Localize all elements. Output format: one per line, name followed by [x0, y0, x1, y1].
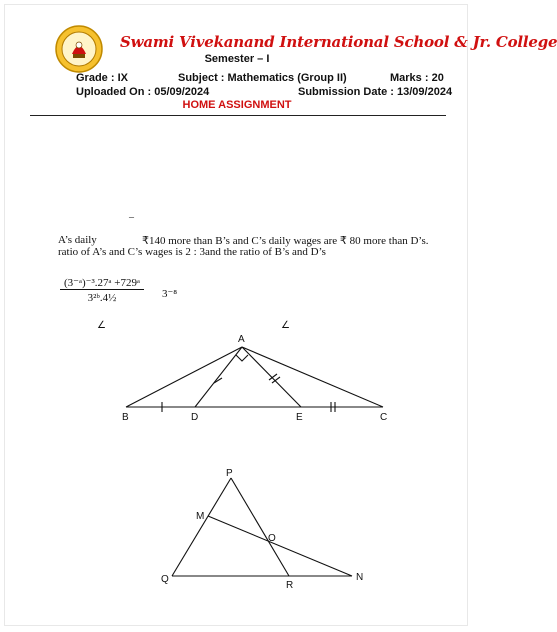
angle-symbol-right: ∠	[281, 320, 290, 331]
segment-pr	[231, 478, 289, 576]
label-a: A	[238, 334, 245, 345]
expression-denominator: 3²ᵇ.4½	[87, 292, 117, 304]
label-d: D	[191, 412, 199, 423]
label-r: R	[286, 580, 294, 591]
marks-label: Marks : 20	[390, 72, 444, 84]
segment-qp	[172, 478, 231, 576]
semester-label: Semester – I	[204, 53, 270, 65]
expression-numerator: (3⁻ᵃ)⁻³.27ᵃ +729ᵃ	[60, 276, 144, 290]
label-o: O	[268, 533, 276, 544]
segment-mn	[208, 516, 352, 576]
label-q: Q	[161, 574, 169, 585]
page-title: HOME ASSIGNMENT	[182, 99, 292, 111]
submission-date-label: Submission Date : 13/09/2024	[298, 86, 453, 98]
subject-label: Subject : Mathematics (Group II)	[178, 72, 347, 84]
angle-symbol-left: ∠	[97, 320, 106, 331]
uploaded-on-label: Uploaded On : 05/09/2024	[76, 86, 210, 98]
label-c: C	[380, 412, 388, 423]
label-p: P	[226, 468, 233, 479]
question-line-2: ratio of A’s and C’s wages is 2 : 3and the ratio of B’s and D’s	[58, 246, 326, 258]
label-m: M	[196, 511, 205, 522]
label-b: B	[122, 412, 129, 423]
label-e: E	[296, 412, 303, 423]
expression-rhs: 3⁻⁸	[162, 288, 178, 300]
grade-label: Grade : IX	[76, 72, 128, 84]
question-line-1-right: ₹140 more than B’s and C’s daily wages are ₹ 80 more than D’s.	[142, 235, 429, 247]
stray-dash: –	[129, 212, 134, 223]
school-name: Swami Vivekanand International School & Jr. College	[120, 33, 557, 51]
question-line-1-left: A’s daily	[58, 234, 97, 246]
label-n: N	[356, 572, 364, 583]
